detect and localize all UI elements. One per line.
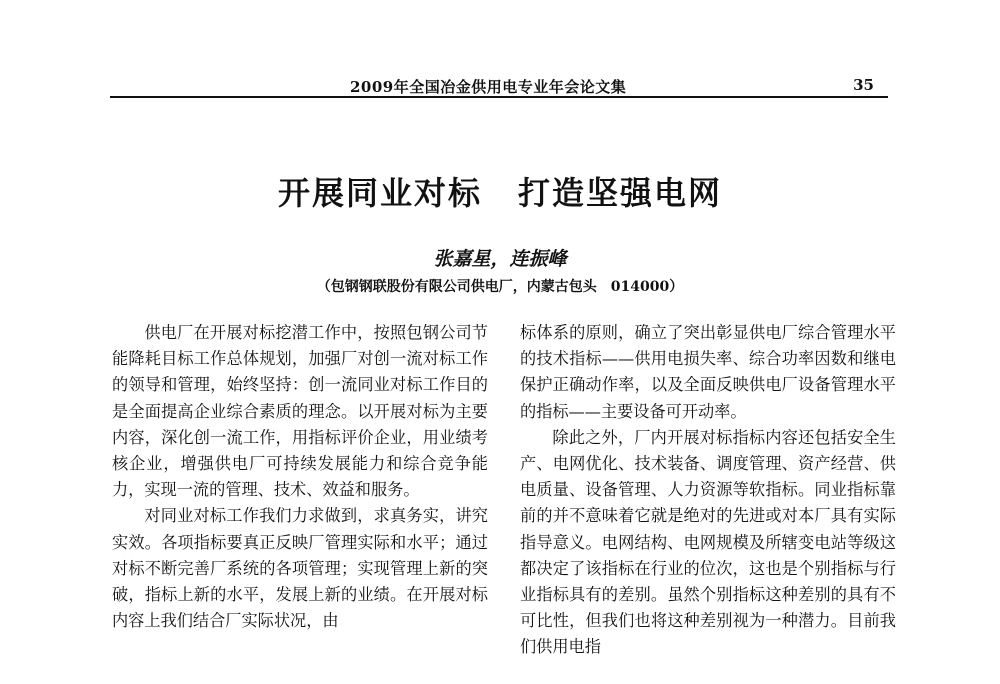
- right-column: [520, 320, 896, 661]
- affiliation-line: （包钢钢联股份有限公司供电厂，内蒙古包头 014000）: [316, 279, 684, 295]
- journal-title: 2009年全国冶金供用电专业年会论文集: [350, 78, 627, 96]
- left-paragraph-1: 供电厂在开展对标挖潜工作中，按照包钢公司节能降耗目标工作总体规划，加强厂对创一流对标工作的领导和管理，始终坚持：创一流同业对标工作目的是全面提高企业综合素质的理念。以开展对标为主要内容，深化创一流工作，用指标评价企业，用业绩考核企业，增强供电厂可持续发展能力和综合竞争能力，实现一流的管理、技术、效益和服务。: [112, 323, 488, 500]
- title-part-1: 开展同业对标: [277, 174, 482, 212]
- page-number: 35: [853, 76, 874, 94]
- left-column: [112, 320, 488, 634]
- running-header: [110, 76, 888, 98]
- right-paragraph-2: 除此之外，厂内开展对标指标内容还包括安全生产、电网优化、技术装备、调度管理、资产经营、供电质量、设备管理、人力资源等软指标。同业指标靠前的并不意味着它就是绝对的先进或对本厂具有实际指导意义。电网结构、电网规模及所辖变电站等级这都决定了该指标在行业的位次，这也是个别指标与行业指标具有的差别。虽然个别指标这种差别的具有不可比性，但我们也将这种差别视为一种潜力。目前我们供用电指: [520, 427, 896, 657]
- right-paragraph-1: 标体系的原则，确立了突出彰显供电厂综合管理水平的技术指标——供用电损失率、综合功率因数和继电保护正确动作率，以及全面反映供电厂设备管理水平的指标——主要设备可开动率。: [520, 323, 896, 421]
- title-part-2: 打造坚强电网: [518, 174, 723, 212]
- paper-title: [0, 168, 1000, 214]
- left-paragraph-2: 对同业对标工作我们力求做到，求真务实，讲究实效。各项指标要真正反映厂管理实际和水平；通过对标不断完善厂系统的各项管理；实现管理上新的突破，指标上新的水平，发展上新的业绩。在开展对标内容上我们结合厂实际状况，由: [112, 506, 488, 631]
- header-rule: [110, 96, 888, 98]
- author-line: 张嘉星，连振峰: [433, 248, 567, 270]
